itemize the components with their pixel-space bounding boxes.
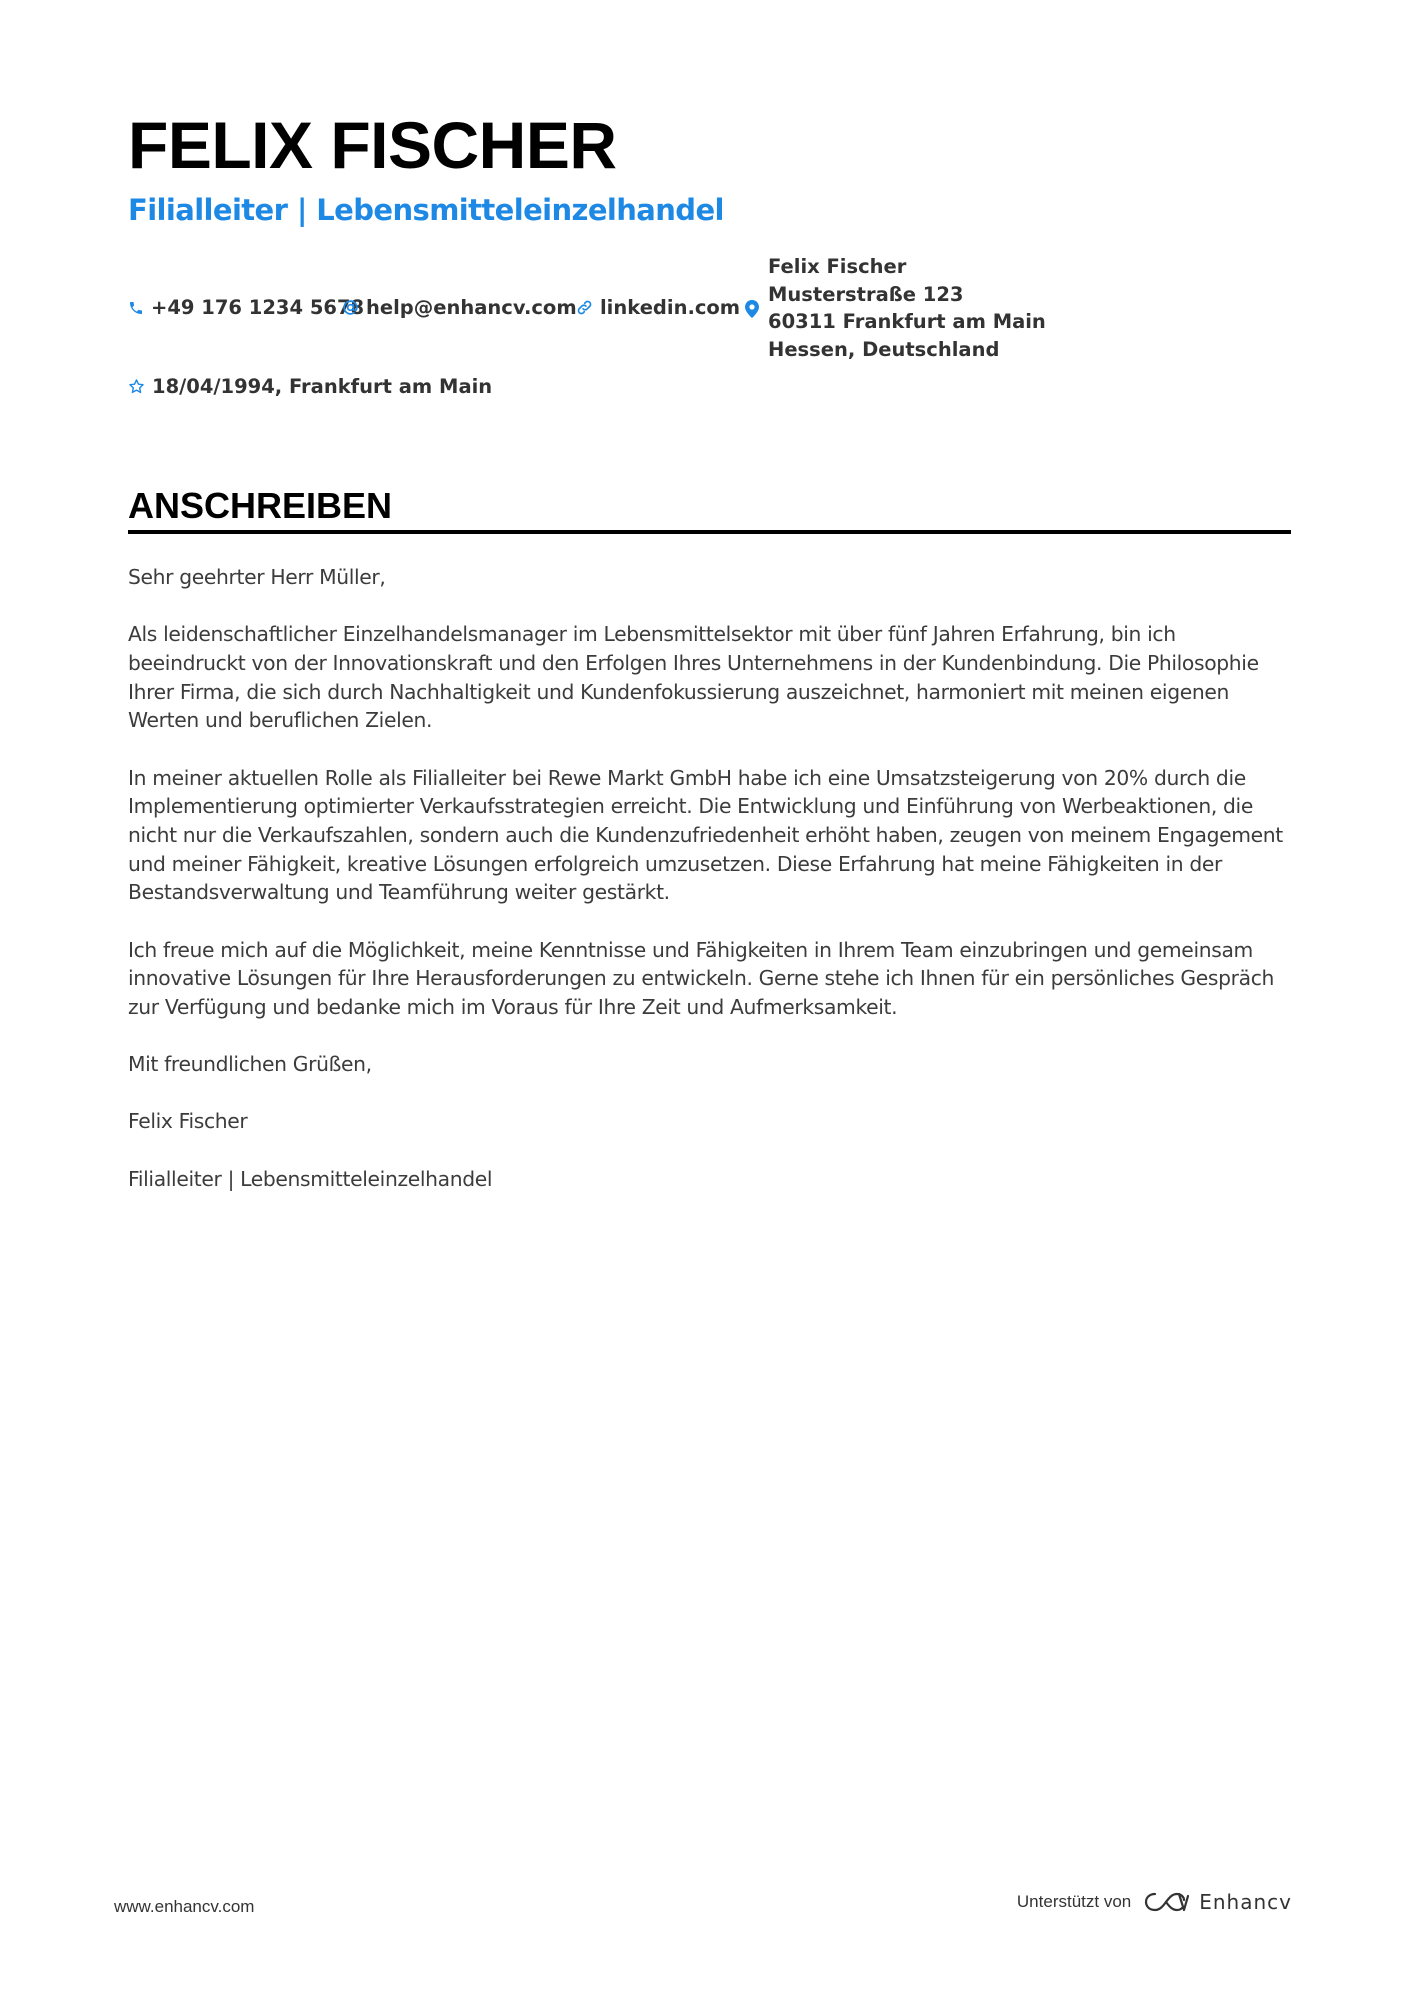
contact-email[interactable] [342, 296, 577, 319]
applicant-title: Filialleiter | Lebensmitteleinzelhandel [128, 193, 724, 227]
contact-address [768, 253, 1046, 363]
address-line: Hessen, Deutschland [768, 337, 1000, 361]
contact-linkedin[interactable] [576, 296, 740, 319]
letter-paragraph: Ich freue mich auf die Möglichkeit, meine Kenntnisse und Fähigkeiten in Ihrem Team einzubringen und gemeinsam innovative Lösungen für Ihre Herausforderungen zu entwickeln. Gerne stehe ich Ihnen für ein persönliches Gespräch zur Verfügung und bedanke mich im Voraus für Ihre Zeit und Aufmerksamkeit. [128, 937, 1275, 1019]
email-text: help@enhancv.com [366, 296, 577, 319]
letter-body [128, 563, 1291, 1222]
footer-branding[interactable] [1017, 1890, 1292, 1914]
at-icon [342, 299, 359, 316]
section-divider [128, 530, 1291, 534]
birth-text: 18/04/1994, Frankfurt am Main [152, 375, 493, 398]
address-line: 60311 Frankfurt am Main [768, 310, 1046, 333]
powered-by-text: Unterstützt von [1016, 1892, 1132, 1911]
applicant-name: FELIX FISCHER [128, 108, 617, 182]
star-icon [128, 378, 145, 395]
section-title: ANSCHREIBEN [128, 485, 393, 526]
phone-icon [128, 300, 144, 316]
contact-birth [128, 375, 492, 398]
link-icon [576, 299, 593, 316]
letter-signature-title: Filialleiter | Lebensmitteleinzelhandel [128, 1166, 493, 1191]
footer-website[interactable]: www.enhancv.com [114, 1897, 255, 1916]
letter-salutation: Sehr geehrter Herr Müller, [128, 565, 386, 589]
enhancv-logo-icon [1143, 1890, 1189, 1914]
linkedin-text: linkedin.com [600, 296, 741, 319]
letter-paragraph: Als leidenschaftlicher Einzelhandelsmanager im Lebensmittelsektor mit über fünf Jahren Erfahrung, bin ich beeindruckt von der Innovationskraft und den Erfolgen Ihres Unternehmens in der Kundenbindung. Die Philosophie Ihrer Firma, die sich durch Nachhaltigkeit und Kundenfokussierung auszeichnet, harmoniert mit meinen eigenen Werten und beruflichen Zielen. [128, 622, 1259, 733]
address-line: Musterstraße 123 [768, 282, 964, 306]
location-pin-icon [745, 300, 759, 318]
contact-phone[interactable] [128, 296, 364, 319]
address-line: Felix Fischer [768, 255, 907, 278]
letter-closing: Mit freundlichen Grüßen, [128, 1052, 372, 1077]
brand-name: Enhancv [1199, 1890, 1292, 1914]
letter-paragraph: In meiner aktuellen Rolle als Filialleiter bei Rewe Markt GmbH habe ich eine Umsatzsteigerung von 20% durch die Implementierung optimierter Verkaufsstrategien erreicht. Die Entwicklung und Einführung von Werbeaktionen, die nicht nur die Verkaufszahlen, sondern auch die Kundenzufriedenheit erhöht haben, zeugen von meinem Engagement und meiner Fähigkeit, kreative Lösungen erfolgreich umzusetzen. Diese Erfahrung hat meine Fähigkeiten in der Bestandsverwaltung und Teamführung weiter gestärkt. [128, 765, 1283, 905]
letter-signature-name: Felix Fischer [128, 1109, 248, 1134]
phone-text: +49 176 1234 5678 [151, 296, 365, 319]
